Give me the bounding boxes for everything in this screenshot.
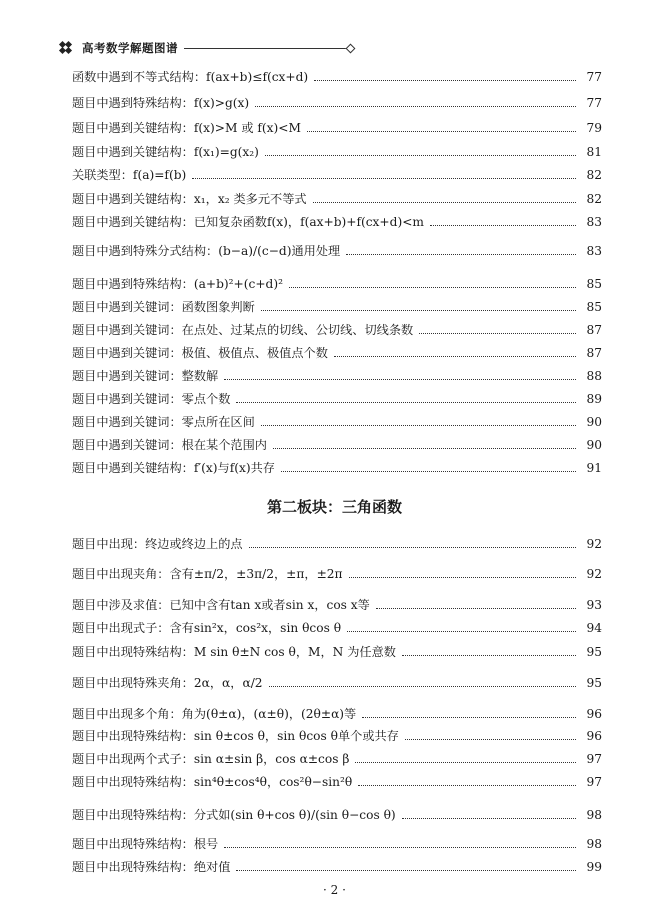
toc-entry[interactable]: 题目中出现特殊结构：sin⁴θ±cos⁴θ，cos²θ−sin²θ 97 bbox=[72, 775, 602, 789]
header-rule bbox=[184, 48, 350, 49]
toc-entry[interactable]: 题目中遇到关键词：根在某个范围内 90 bbox=[72, 438, 602, 452]
toc-entry[interactable]: 题目中遇到关键词：零点所在区间 90 bbox=[72, 415, 602, 429]
toc-entry[interactable]: 题目中遇到关键词：零点个数 89 bbox=[72, 392, 602, 406]
section-heading: 第二板块：三角函数 bbox=[266, 498, 402, 516]
toc-entry[interactable]: 题目中出现两个式子：sin α±sin β，cos α±cos β 97 bbox=[72, 752, 602, 766]
toc-entry[interactable]: 题目中出现特殊结构：绝对值 99 bbox=[72, 860, 602, 874]
toc-entry[interactable]: 题目中遇到关键结构：f(x₁)=g(x₂) 81 bbox=[72, 145, 602, 159]
toc-entry[interactable]: 题目中出现式子：含有sin²x，cos²x，sin θcos θ 94 bbox=[72, 621, 602, 635]
toc-entry[interactable]: 题目中遇到关键词：函数图象判断 85 bbox=[72, 300, 602, 314]
toc-entry[interactable]: 题目中出现多个角：角为(θ±α)，(α±θ)，(2θ±α)等 96 bbox=[72, 707, 602, 721]
toc-entry[interactable]: 题目中遇到关键结构：已知复杂函数f(x)，f(ax+b)+f(cx+d)<m 83 bbox=[72, 215, 602, 229]
toc-entry[interactable]: 函数中遇到不等式结构：f(ax+b)≤f(cx+d) 77 bbox=[72, 70, 602, 84]
running-header bbox=[60, 38, 350, 58]
toc-entry[interactable]: 题目中出现特殊夹角：2α，α，α/2 95 bbox=[72, 676, 602, 690]
toc-entry[interactable]: 题目中遇到关键结构：f′(x)与f(x)共存 91 bbox=[72, 461, 602, 475]
toc-entry[interactable]: 题目中出现特殊结构：M sin θ±N cos θ，M，N 为任意数 95 bbox=[72, 645, 602, 659]
book-title: 高考数学解题图谱 bbox=[82, 41, 178, 55]
toc-entry[interactable]: 题目中涉及求值：已知中含有tan x或者sin x，cos x等 93 bbox=[72, 598, 602, 612]
toc-entry[interactable]: 题目中出现夹角：含有±π/2，±3π/2，±π，±2π 92 bbox=[72, 567, 602, 581]
diamond-cluster-icon bbox=[60, 42, 76, 54]
toc-entry[interactable]: 题目中遇到关键词：整数解 88 bbox=[72, 369, 602, 383]
toc-entry[interactable]: 题目中出现特殊结构：根号 98 bbox=[72, 837, 602, 851]
toc-entry[interactable]: 题目中出现特殊结构：分式如(sin θ+cos θ)/(sin θ−cos θ) 98 bbox=[72, 808, 602, 822]
toc-entry[interactable]: 题目中遇到关键结构：x₁，x₂ 类多元不等式 82 bbox=[72, 192, 602, 206]
toc-entry[interactable]: 关联类型：f(a)=f(b) 82 bbox=[72, 168, 602, 182]
toc-entry[interactable]: 题目中遇到关键词：极值、极值点、极值点个数 87 bbox=[72, 346, 602, 360]
toc-entry[interactable]: 题目中遇到关键词：在点处、过某点的切线、公切线、切线条数 87 bbox=[72, 323, 602, 337]
toc-entry[interactable]: 题目中遇到特殊结构：(a+b)²+(c+d)² 85 bbox=[72, 277, 602, 291]
toc-entry[interactable]: 题目中遇到特殊分式结构：(b−a)/(c−d)通用处理 83 bbox=[72, 244, 602, 258]
toc-entry[interactable]: 题目中遇到关键结构：f(x)>M 或 f(x)<M 79 bbox=[72, 121, 602, 135]
toc-entry[interactable]: 题目中出现特殊结构：sin θ±cos θ，sin θcos θ单个或共存 96 bbox=[72, 729, 602, 743]
toc-entry[interactable]: 题目中遇到特殊结构：f(x)>g(x) 77 bbox=[72, 96, 602, 110]
toc-entry[interactable]: 题目中出现：终边或终边上的点 92 bbox=[72, 537, 602, 551]
page-number: · 2 · bbox=[323, 883, 346, 897]
